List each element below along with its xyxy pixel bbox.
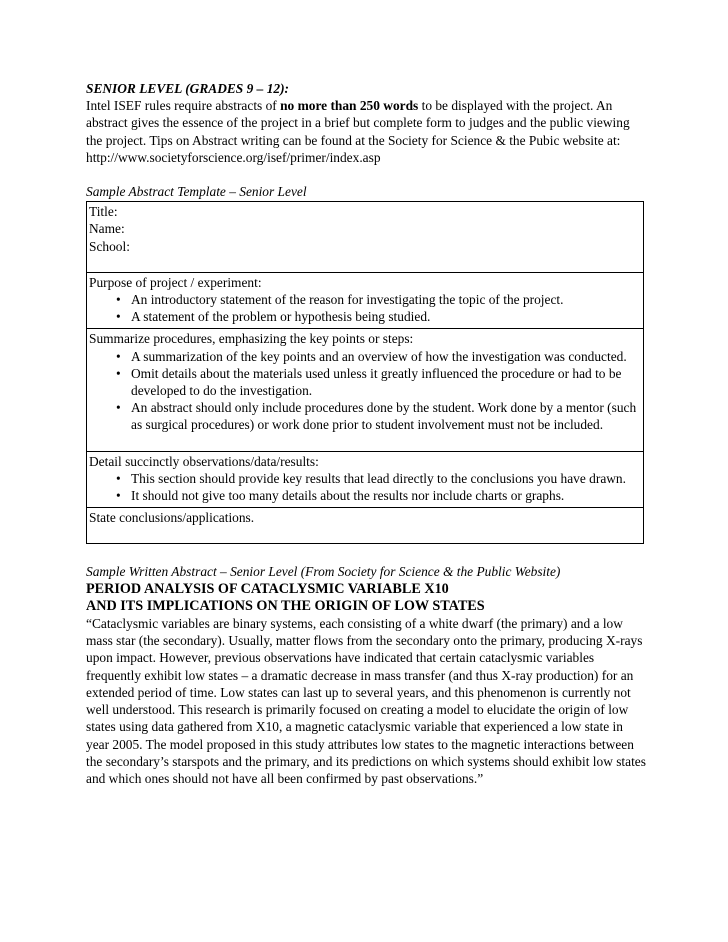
results-title: Detail succinctly observations/data/results: <box>89 453 319 469</box>
conclusions-title: State conclusions/applications. <box>89 510 255 526</box>
template-header-row <box>87 202 644 273</box>
purpose-title: Purpose of project / experiment: <box>89 274 262 290</box>
template-header-cell <box>87 202 644 273</box>
procedures-bullet-list <box>89 348 641 434</box>
procedures-row <box>87 329 644 451</box>
purpose-bullet-list <box>89 291 641 325</box>
purpose-cell <box>87 272 644 329</box>
intro-text-end: to be displayed with the project. An abstract gives the essence of the project in a brief but complete form to judges and the public viewing the project. Tips on Abstract writing can be found at the Society for Science & the Pubic website at: http://www.societyforscience.org/isef/primer/index.asp <box>86 98 630 165</box>
name-label: Name: <box>89 221 125 237</box>
sample-abstract-body: “Cataclysmic variables are binary systems, each consisting of a white dwarf (the primary) and a low mass star (the secondary). Usually, matter flows from the secondary onto the primary, producing X-rays upon impact. However, previous observations have indicated that certain cataclysmic variables frequently exhibit low states – a dramatic decrease in mass transfer (and thus X-ray production) for an extended period of time. Low states can last up to several years, and this phenomenon is currently not well understood. This research is primarily focused on creating a model to elucidate the origin of low states using data gathered from X10, a magnetic cataclysmic variable that experienced a low state in year 2005. The model proposed in this study attributes low states to the magnetic interactions between the secondary’s starspots and the primary, and its predictions on which systems should exhibit low states and which ones should not have all been confirmed by past observations.” <box>86 616 646 786</box>
purpose-row <box>87 272 644 329</box>
template-caption: Sample Abstract Template – Senior Level <box>86 184 307 200</box>
procedures-title: Summarize procedures, emphasizing the key points or steps: <box>89 331 414 347</box>
intro-text-start: Intel ISEF rules require abstracts of <box>86 98 281 114</box>
bullet-item: • Omit details about the materials used unless it greatly influenced the procedure or had to be developed to do the investigation. <box>131 365 641 399</box>
senior-level-heading: SENIOR LEVEL (GRADES 9 – 12): <box>86 81 289 96</box>
procedures-cell <box>87 329 644 451</box>
conclusions-row <box>87 508 644 544</box>
word-limit-bold: no more than 250 words <box>280 98 419 114</box>
title-label: Title: <box>89 204 118 220</box>
sample-abstract-caption: Sample Written Abstract – Senior Level (From Society for Science & the Public Website) <box>86 564 561 580</box>
school-label: School: <box>89 238 130 254</box>
bullet-item: • An abstract should only include procedures done by the student. Work done by a mentor (such as surgical procedures) or work done prior to student involvement must not be included. <box>131 399 641 433</box>
sample-title-line-2: AND ITS IMPLICATIONS ON THE ORIGIN OF LOW STATES <box>86 597 485 614</box>
bullet-item: • A summarization of the key points and an overview of how the investigation was conducted. <box>131 348 641 365</box>
abstract-template-table <box>86 201 644 544</box>
sample-title-line-1: PERIOD ANALYSIS OF CATACLYSMIC VARIABLE X10 <box>86 580 449 597</box>
bullet-item: • This section should provide key results that lead directly to the conclusions you have drawn. <box>131 470 641 487</box>
senior-intro-paragraph <box>86 97 646 166</box>
bullet-item: • An introductory statement of the reason for investigating the topic of the project. <box>131 291 641 308</box>
conclusions-cell <box>87 508 644 544</box>
document-page <box>86 80 646 787</box>
bullet-item: • It should not give too many details about the results nor include charts or graphs. <box>131 487 641 504</box>
results-bullet-list <box>89 470 641 504</box>
bullet-item: • A statement of the problem or hypothesis being studied. <box>131 308 641 325</box>
results-row <box>87 451 644 508</box>
results-cell <box>87 451 644 508</box>
